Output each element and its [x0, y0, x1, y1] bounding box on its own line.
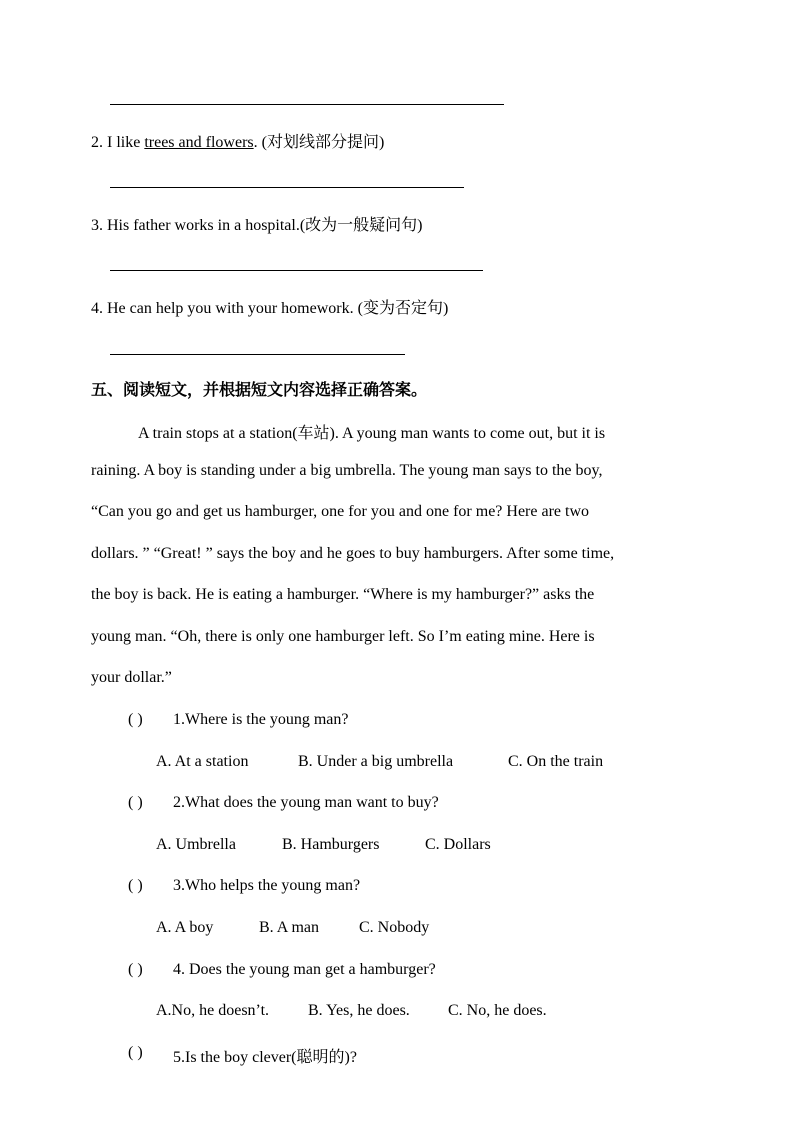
answer-line-3[interactable]	[110, 270, 483, 271]
answer-line-1[interactable]	[110, 104, 504, 105]
mc-question-3: 3.Who helps the young man?	[173, 877, 361, 894]
passage-line-7: your dollar.”	[91, 669, 172, 686]
answer-paren-3[interactable]: ( )	[128, 877, 143, 894]
q3-option-c: C. Nobody	[359, 919, 430, 936]
q2-option-b: B. Hamburgers	[282, 836, 380, 853]
question-4: 4. He can help you with your homework. (变为否定句)	[91, 300, 449, 317]
question-3: 3. His father works in a hospital.(改为一般疑问句)	[91, 217, 423, 234]
mc-question-1: 1.Where is the young man?	[173, 711, 349, 728]
section-heading: 五、阅读短文，并根据短文内容选择正确答案。	[91, 380, 428, 399]
q2-option-c: C. Dollars	[425, 836, 491, 853]
passage-line-3: “Can you go and get us hamburger, one for you and one for me? Here are two	[91, 503, 590, 520]
passage-line-4: dollars. ” “Great! ” says the boy and he goes to buy hamburgers. After some time,	[91, 545, 615, 562]
q4-option-a: A.No, he doesn’t.	[156, 1002, 270, 1019]
passage-line-1: A train stops at a station(车站). A young man wants to come out, but it is	[138, 425, 606, 442]
answer-paren-4[interactable]: ( )	[128, 961, 143, 978]
answer-paren-5[interactable]: ( )	[128, 1044, 143, 1061]
mc-question-4: 4. Does the young man get a hamburger?	[173, 961, 436, 978]
q4-option-c: C. No, he does.	[448, 1002, 547, 1019]
q3-option-a: A. A boy	[156, 919, 214, 936]
answer-paren-2[interactable]: ( )	[128, 794, 143, 811]
mc-question-2: 2.What does the young man want to buy?	[173, 794, 439, 811]
mc-question-5: 5.Is the boy clever(聪明的)?	[173, 1049, 357, 1066]
passage-line-5: the boy is back. He is eating a hamburger. “Where is my hamburger?” asks the	[91, 586, 595, 603]
answer-line-4[interactable]	[110, 354, 405, 355]
q2-number: 2. I like	[91, 134, 145, 151]
passage-line-6: young man. “Oh, there is only one hamburger left. So I’m eating mine. Here is	[91, 628, 595, 645]
passage-line-2: raining. A boy is standing under a big umbrella. The young man says to the boy,	[91, 462, 603, 479]
answer-paren-1[interactable]: ( )	[128, 711, 143, 728]
q1-option-c: C. On the train	[508, 753, 604, 770]
q4-option-b: B. Yes, he does.	[308, 1002, 410, 1019]
q2-option-a: A. Umbrella	[156, 836, 236, 853]
q1-option-a: A. At a station	[156, 753, 249, 770]
q2-rest: . (对划线部分提问)	[253, 134, 385, 151]
question-2	[91, 129, 384, 152]
q1-option-b: B. Under a big umbrella	[298, 753, 454, 770]
q3-option-b: B. A man	[259, 919, 320, 936]
q2-underlined: trees and flowers	[144, 134, 254, 151]
answer-line-2[interactable]	[110, 187, 464, 188]
